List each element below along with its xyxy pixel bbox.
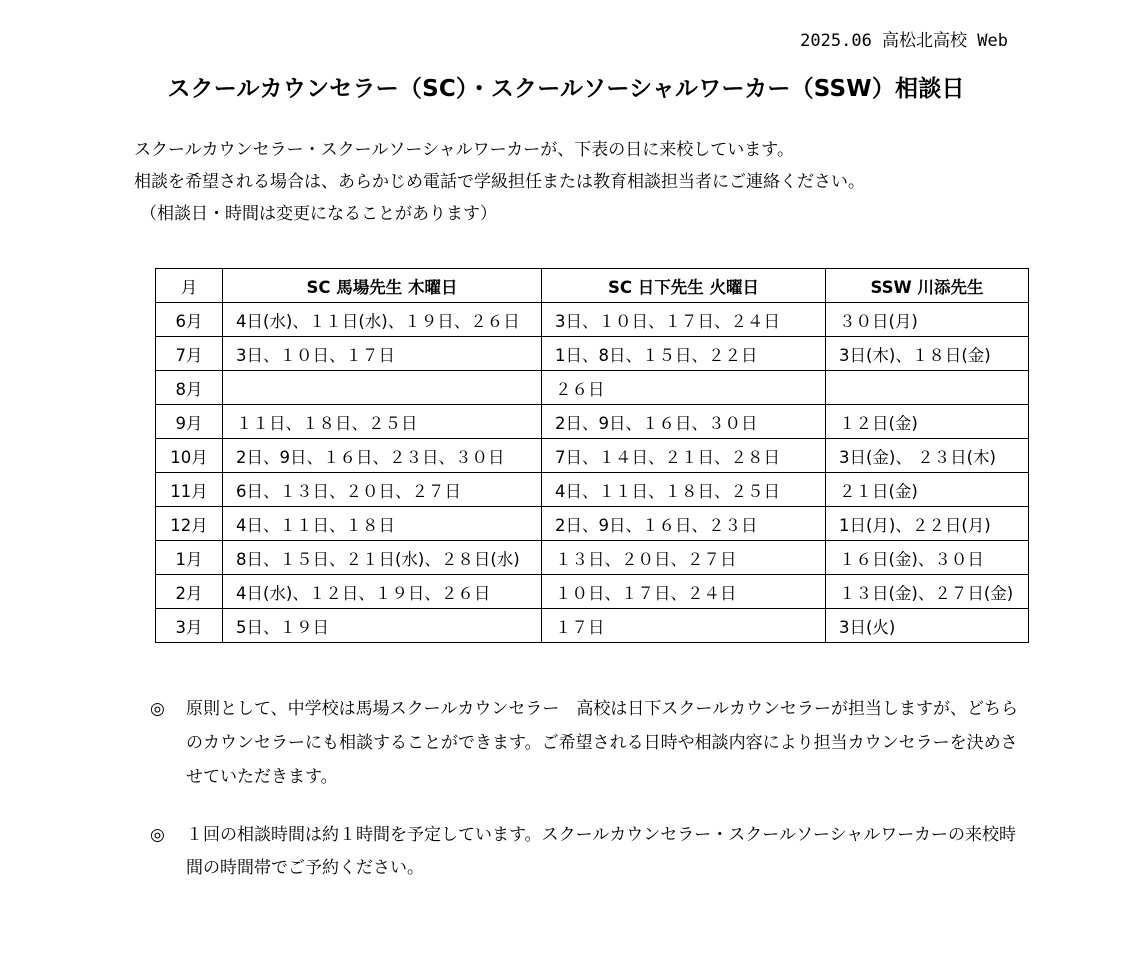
intro-line-1: スクールカウンセラー・スクールソーシャルワーカーが、下表の日に来校しています。 xyxy=(134,140,794,160)
intro-line-2: 相談を希望される場合は、あらかじめ電話で学級担任または教育相談担当者にご連絡ください。 xyxy=(134,172,865,192)
cell-sc-baba: 4日、１１日、１８日 xyxy=(223,507,542,541)
cell-sc-baba: 5日、１９日 xyxy=(223,609,542,643)
cell-sc-baba: 4日(水)、１１日(水)、１９日、２６日 xyxy=(223,303,542,337)
intro-line-3: （相談日・時間は変更になることがあります） xyxy=(140,204,497,224)
cell-month: 8月 xyxy=(156,371,223,405)
table-row xyxy=(156,405,1029,439)
note-principle xyxy=(150,692,1030,794)
double-circle-icon: ◎ xyxy=(150,825,165,845)
cell-month: 9月 xyxy=(156,405,223,439)
table-row xyxy=(156,337,1029,371)
cell-month: 12月 xyxy=(156,507,223,541)
table-row xyxy=(156,473,1029,507)
double-circle-icon: ◎ xyxy=(150,699,165,719)
cell-sc-baba: １１日、１８日、２５日 xyxy=(223,405,542,439)
table-row xyxy=(156,371,1029,405)
cell-sc-baba xyxy=(223,371,542,405)
cell-ssw: ２１日(金) xyxy=(826,473,1029,507)
header-sc-baba: SC 馬場先生 木曜日 xyxy=(223,269,542,303)
schedule-table xyxy=(155,268,1029,643)
intro-text xyxy=(134,134,865,230)
note-consultation-time xyxy=(150,819,1030,885)
header-note: 2025.06 高松北高校 Web xyxy=(800,31,1008,51)
cell-ssw: 1日(月)、２２日(月) xyxy=(826,507,1029,541)
cell-sc-kusaka: 2日、9日、１６日、２３日 xyxy=(542,507,826,541)
cell-sc-kusaka: 7日、１４日、２１日、２８日 xyxy=(542,439,826,473)
page-title: スクールカウンセラー（SC）・スクールソーシャルワーカー（SSW）相談日 xyxy=(167,76,965,102)
table-row xyxy=(156,575,1029,609)
cell-month: 1月 xyxy=(156,541,223,575)
cell-sc-baba: 3日、１０日、１７日 xyxy=(223,337,542,371)
cell-sc-kusaka: ２６日 xyxy=(542,371,826,405)
cell-sc-kusaka: 2日、9日、１６日、３０日 xyxy=(542,405,826,439)
cell-sc-kusaka: 1日、8日、１５日、２２日 xyxy=(542,337,826,371)
cell-sc-kusaka: １７日 xyxy=(542,609,826,643)
cell-sc-kusaka: 4日、１１日、１８日、２５日 xyxy=(542,473,826,507)
cell-month: 11月 xyxy=(156,473,223,507)
table-row xyxy=(156,541,1029,575)
cell-sc-kusaka: １３日、２０日、２７日 xyxy=(542,541,826,575)
cell-month: 7月 xyxy=(156,337,223,371)
cell-month: 2月 xyxy=(156,575,223,609)
cell-month: 6月 xyxy=(156,303,223,337)
table-header-row xyxy=(156,269,1029,303)
header-ssw-kawazoe: SSW 川添先生 xyxy=(826,269,1029,303)
cell-ssw: 3日(木)、１８日(金) xyxy=(826,337,1029,371)
cell-ssw: 3日(金)、 ２３日(木) xyxy=(826,439,1029,473)
cell-sc-baba: 2日、9日、１６日、２３日、３０日 xyxy=(223,439,542,473)
cell-sc-kusaka: １０日、１７日、２４日 xyxy=(542,575,826,609)
cell-sc-kusaka: 3日、１０日、１７日、２４日 xyxy=(542,303,826,337)
header-sc-kusaka: SC 日下先生 火曜日 xyxy=(542,269,826,303)
cell-month: 10月 xyxy=(156,439,223,473)
cell-month: 3月 xyxy=(156,609,223,643)
table-row xyxy=(156,507,1029,541)
table-row xyxy=(156,609,1029,643)
note-text: １回の相談時間は約１時間を予定しています。スクールカウンセラー・スクールソーシャルワーカーの来校時間の時間帯でご予約ください。 xyxy=(186,825,1016,878)
cell-ssw: ３０日(月) xyxy=(826,303,1029,337)
note-text: 原則として、中学校は馬場スクールカウンセラー 高校は日下スクールカウンセラーが担当しますが、どちらのカウンセラーにも相談することができます。ご希望される日時や相談内容により担当カウンセラーを決めさせていただきます。 xyxy=(186,699,1018,787)
header-month: 月 xyxy=(156,269,223,303)
cell-ssw: １２日(金) xyxy=(826,405,1029,439)
cell-sc-baba: 6日、１３日、２０日、２７日 xyxy=(223,473,542,507)
cell-sc-baba: 4日(水)、１２日、１９日、２６日 xyxy=(223,575,542,609)
table-row xyxy=(156,439,1029,473)
table-row xyxy=(156,303,1029,337)
cell-ssw: 3日(火) xyxy=(826,609,1029,643)
cell-sc-baba: 8日、１５日、２１日(水)、２８日(水) xyxy=(223,541,542,575)
cell-ssw xyxy=(826,371,1029,405)
cell-ssw: １３日(金)、２７日(金) xyxy=(826,575,1029,609)
cell-ssw: １６日(金)、３０日 xyxy=(826,541,1029,575)
